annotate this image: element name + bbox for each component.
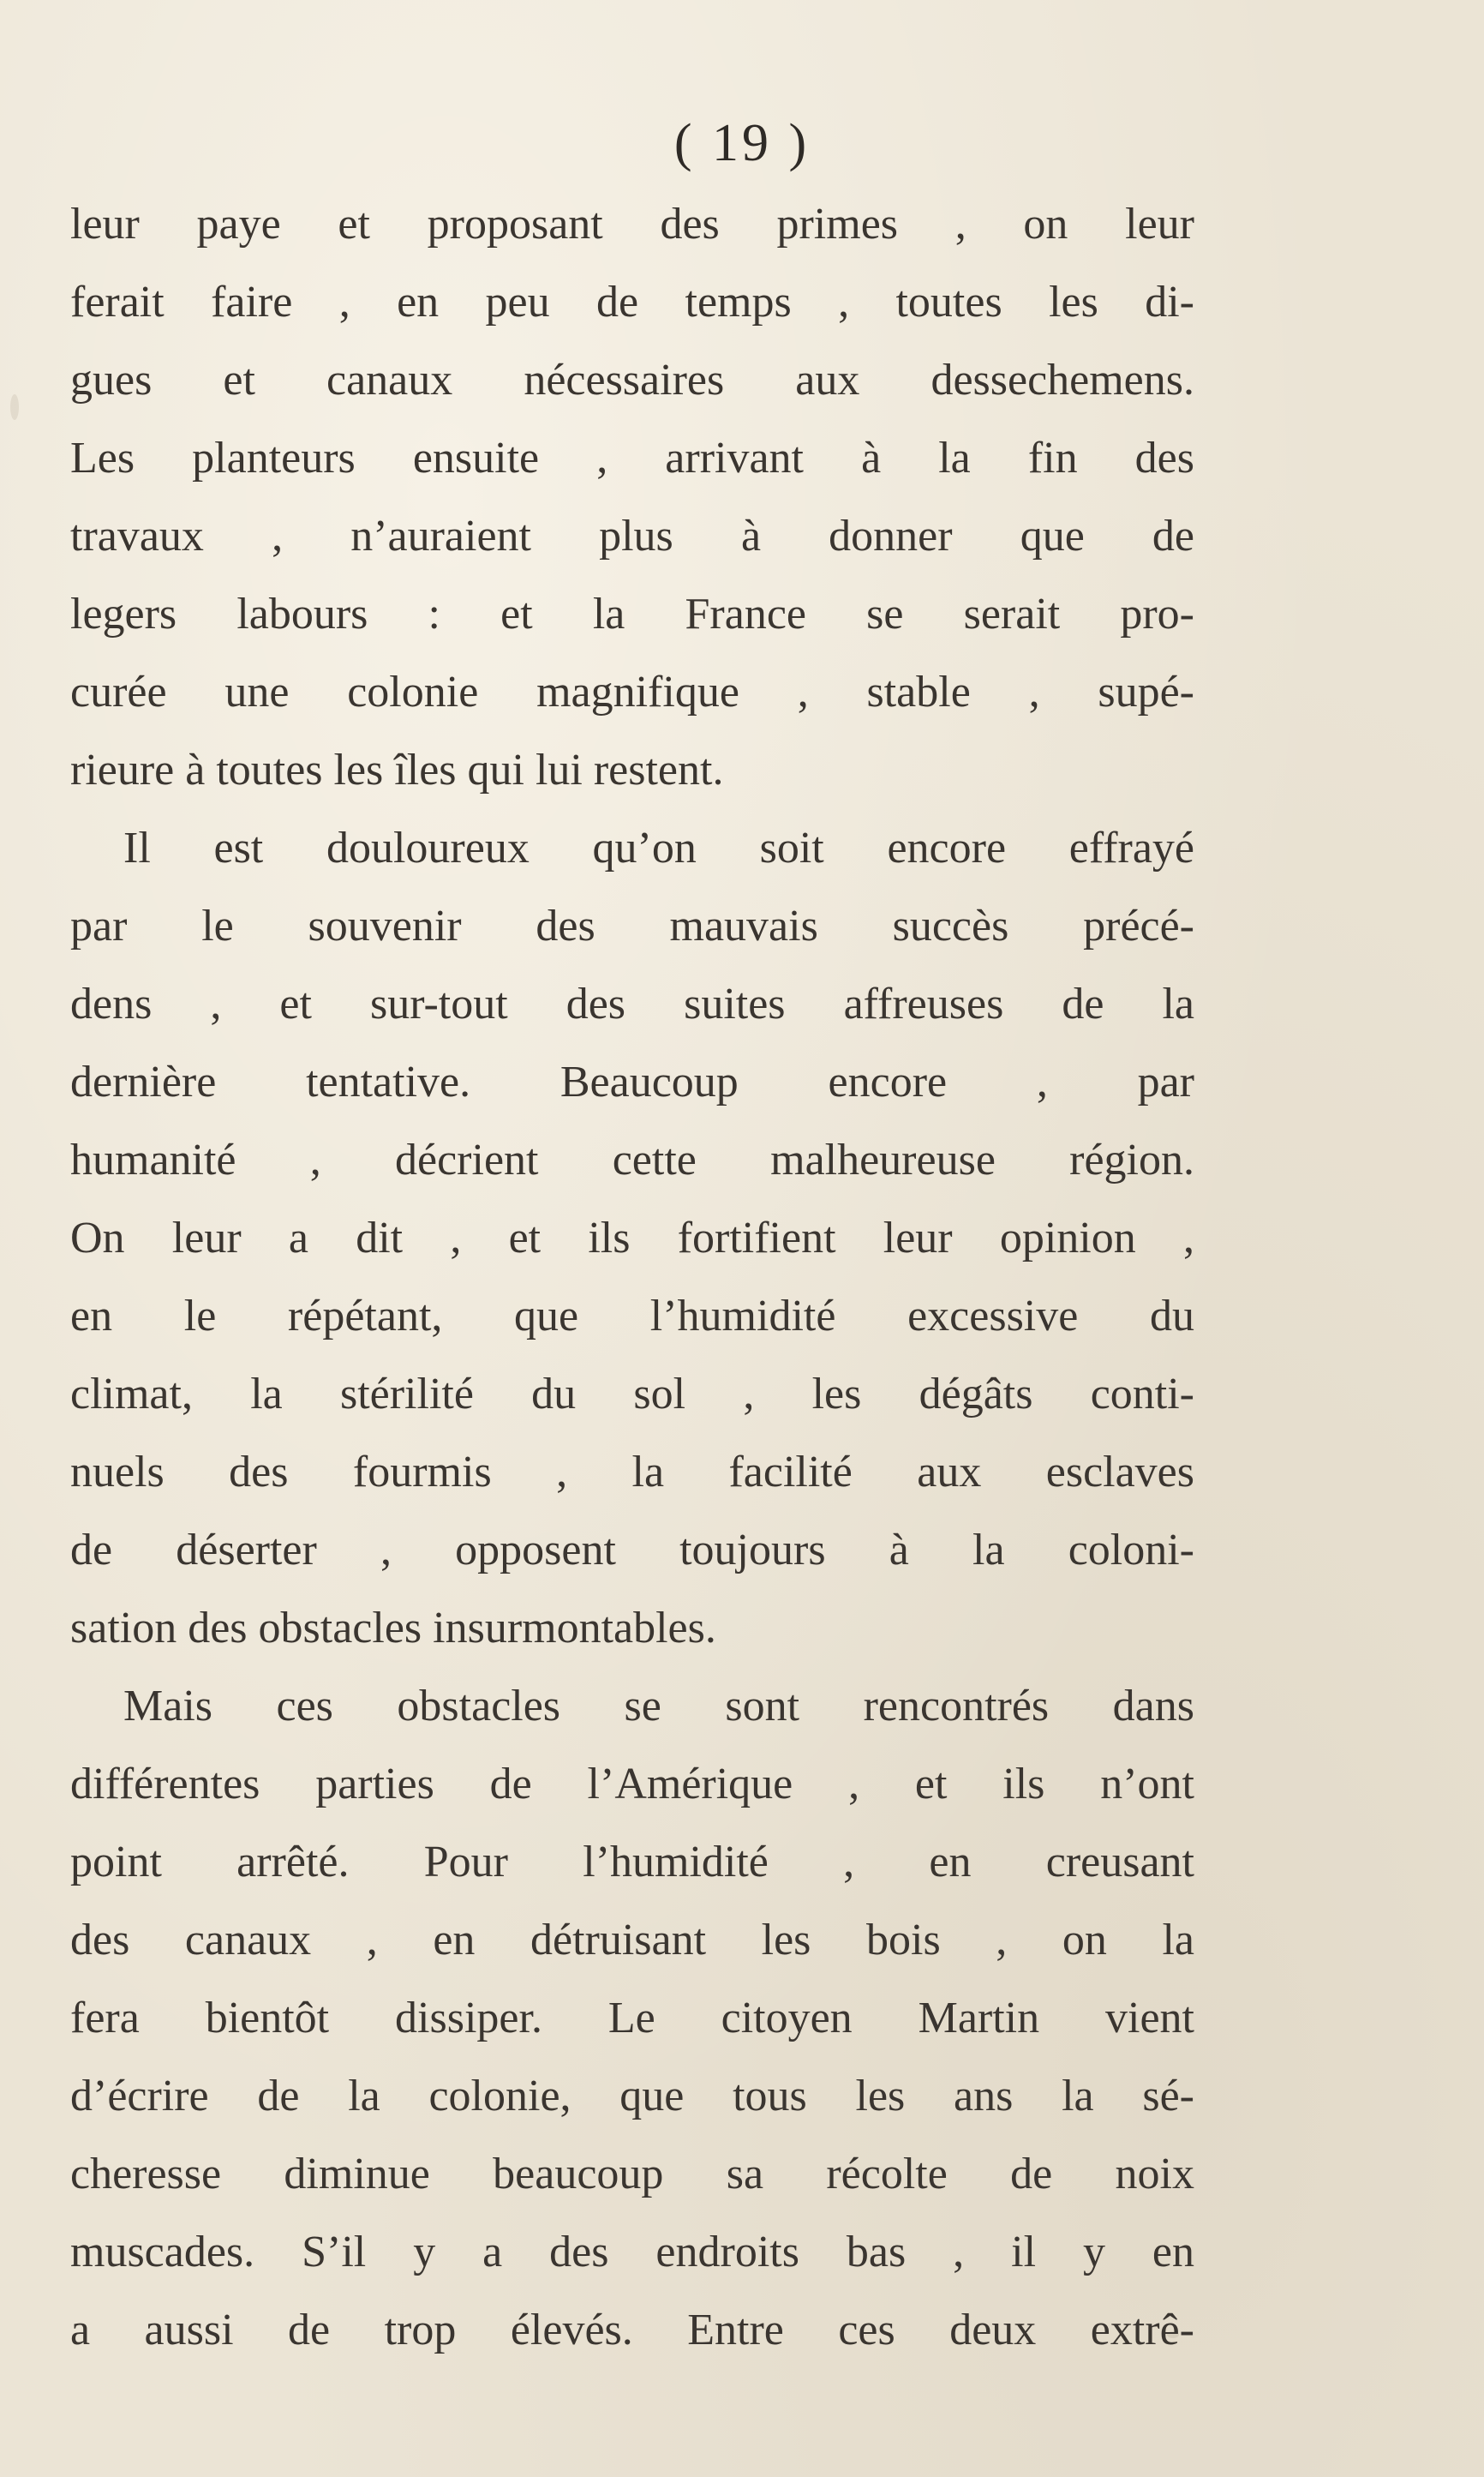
page-number: ( 19 ) (673, 114, 811, 172)
text-line: par le souvenir des mauvais succès précé- (70, 902, 1194, 951)
text-line: Il est douloureux qu’on soit encore effrayé (123, 824, 1194, 873)
text-line: différentes parties de l’Amérique , et ils n’ont (70, 1760, 1194, 1808)
text-line: muscades. S’il y a des endroits bas , il y en (70, 2228, 1194, 2276)
text-line: gues et canaux nécessaires aux dessechemens. (70, 356, 1194, 405)
text-line: climat, la stérilité du sol , les dégâts conti- (70, 1370, 1194, 1418)
text-line: en le répétant, que l’humidité excessive du (70, 1292, 1194, 1340)
text-line: d’écrire de la colonie, que tous les ans la sé- (70, 2072, 1194, 2120)
paper-spot (10, 394, 19, 420)
text-line: Les planteurs ensuite , arrivant à la fin des (70, 434, 1194, 483)
text-line: point arrêté. Pour l’humidité , en creusant (70, 1838, 1194, 1886)
text-line: leur paye et proposant des primes , on leur (70, 200, 1194, 249)
text-line: ferait faire , en peu de temps , toutes les di- (70, 278, 1194, 327)
text-line: a aussi de trop élevés. Entre ces deux extrê- (70, 2306, 1194, 2354)
text-line: travaux , n’auraient plus à donner que de (70, 512, 1194, 561)
text-line: On leur a dit , et ils fortifient leur opinion , (70, 1214, 1194, 1262)
text-line: sation des obstacles insurmontables. (70, 1604, 716, 1652)
text-line: fera bientôt dissiper. Le citoyen Martin vient (70, 1994, 1194, 2042)
text-line: legers labours : et la France se serait pro- (70, 590, 1194, 639)
text-line: cheresse diminue beaucoup sa récolte de noix (70, 2150, 1194, 2198)
text-line: curée une colonie magnifique , stable , supé- (70, 668, 1194, 717)
text-line: de déserter , opposent toujours à la coloni- (70, 1526, 1194, 1574)
text-line: dens , et sur-tout des suites affreuses de la (70, 980, 1194, 1029)
text-line: dernière tentative. Beaucoup encore , par (70, 1058, 1194, 1107)
text-line: Mais ces obstacles se sont rencontrés dans (123, 1682, 1194, 1730)
text-line: des canaux , en détruisant les bois , on la (70, 1916, 1194, 1964)
text-line: humanité , décrient cette malheureuse région. (70, 1136, 1194, 1185)
text-line: nuels des fourmis , la facilité aux esclaves (70, 1448, 1194, 1496)
text-line: rieure à toutes les îles qui lui restent. (70, 746, 724, 795)
body-text (70, 185, 1194, 2369)
